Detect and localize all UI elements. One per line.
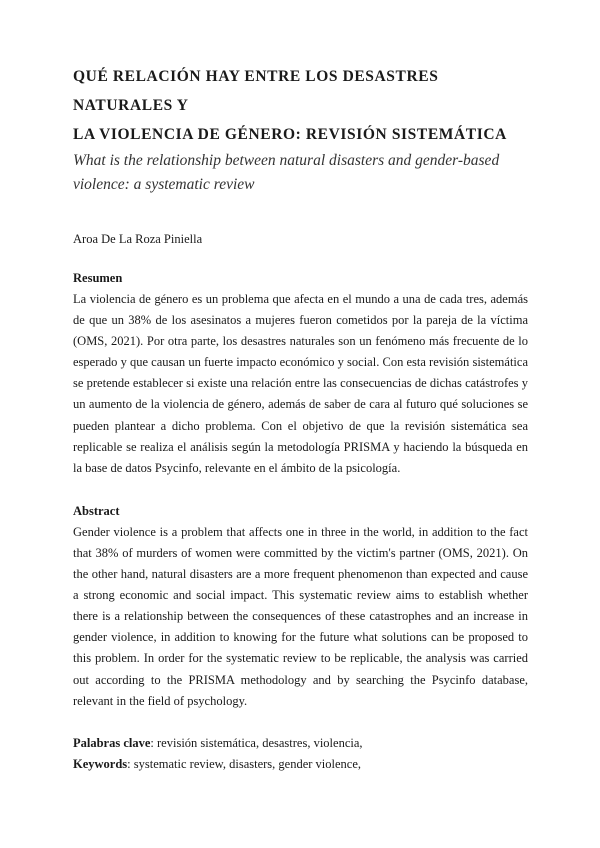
palabras-clave-value: : revisión sistemática, desastres, violencia, bbox=[150, 735, 363, 750]
paper-subtitle-english: What is the relationship between natural disasters and gender-based violence: a systematic review bbox=[73, 152, 500, 193]
keywords-block bbox=[73, 733, 528, 775]
keywords-line bbox=[73, 754, 528, 775]
palabras-clave-line bbox=[73, 733, 528, 754]
palabras-clave-label: Palabras clave bbox=[73, 735, 151, 750]
keywords-label: Keywords bbox=[73, 756, 128, 771]
resumen-text: La violencia de género es un problema que afecta en el mundo a una de cada tres, además de que un 38% de los asesinatos a mujeres fueron cometidos por la pareja de la víctima (OMS, 2021). Por otra parte, los desastres naturales son un fenómeno más frecuente de lo esperado y que causan un fuerte impacto económico y social. Con esta revisión sistemática se pretende establecer si existe una relación entre las consecuencias de dichas catástrofes y un aumento de la violencia de género, además de saber de cara al futuro qué soluciones se pueden plantear a dicho problema. Con el objetivo de que la revisión sistemática sea replicable se realiza el análisis según la metodología PRISMA y haciendo la búsqueda en la base de datos Psycinfo, relevante en el ámbito de la psicología. bbox=[73, 292, 528, 475]
abstract-text: Gender violence is a problem that affects one in three in the world, in addition to the fact that 38% of murders of women were committed by the victim's partner (OMS, 2021). On the other hand, natural disasters are a more frequent phenomenon than expected and cause a strong economic and social impact. This systematic review aims to establish whether there is a relationship between the consequences of these catastrophes and an increase in gender violence, in addition to knowing for the future what solutions can be proposed to this problem. In order for the systematic review to be replicable, the analysis was carried out according to the PRISMA methodology and by searching the Psycinfo database, relevant in the field of psychology. bbox=[73, 524, 528, 708]
resumen-heading: Resumen bbox=[73, 271, 123, 285]
paper-title-line-2: LA VIOLENCIA DE GÉNERO: REVISIÓN SISTEMÁTICA bbox=[73, 126, 507, 143]
abstract-heading: Abstract bbox=[73, 503, 120, 518]
abstract-section bbox=[73, 501, 528, 712]
resumen-section bbox=[73, 268, 528, 479]
keywords-value: : systematic review, disasters, gender violence, bbox=[127, 756, 362, 771]
author-name: Aroa De La Roza Piniella bbox=[73, 232, 203, 246]
paper-title-line-1: QUÉ RELACIÓN HAY ENTRE LOS DESASTRES NATURALES Y bbox=[73, 68, 439, 114]
paper-title bbox=[73, 62, 528, 149]
